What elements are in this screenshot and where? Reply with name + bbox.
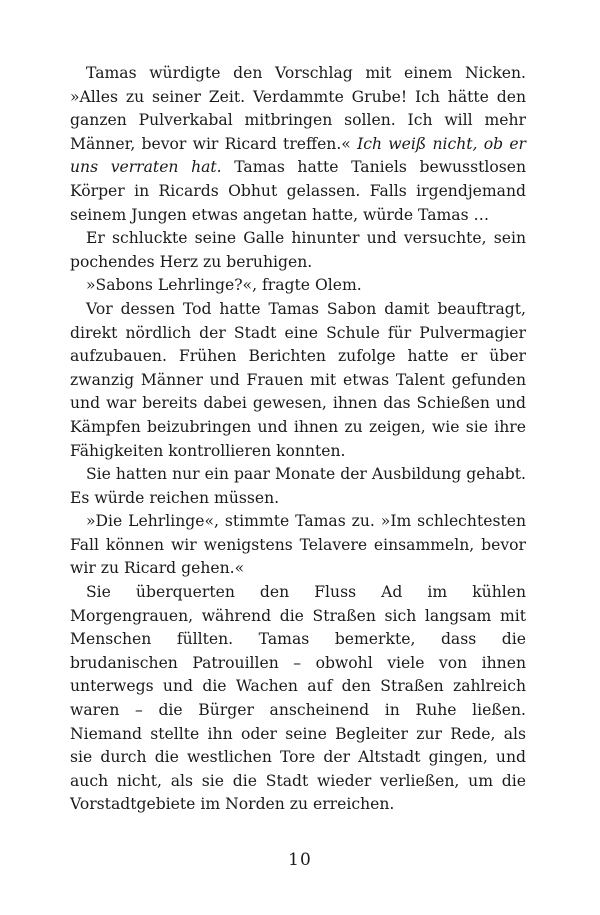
paragraph-1: [70, 62, 526, 227]
paragraph-6: »Die Lehrlinge«, stimmte Tamas zu. »Im schlechtesten Fall können wir wenigstens Telavere einsammeln, bevor wir zu Ricard gehen.«: [70, 512, 526, 578]
paragraph-4: Vor dessen Tod hatte Tamas Sabon damit beauftragt, direkt nördlich der Stadt eine Schule für Pulvermagier aufzubauen. Frühen Berichten zufolge hatte er über zwanzig Männer und Frauen mit etwas Talent gefunden und war bereits dabei gewesen, ihnen das Schießen und Kämpfen beizubringen und ihnen zu zeigen, wie sie ihre Fähigkeiten kontrollieren konnten.: [70, 299, 526, 460]
paragraph-3: »Sabons Lehrlinge?«, fragte Olem.: [86, 276, 362, 295]
paragraph-5: Sie hatten nur ein paar Monate der Ausbildung gehabt. Es würde reichen müssen.: [70, 465, 526, 507]
page-body: [70, 62, 526, 817]
page-number: 10: [288, 850, 312, 870]
paragraph-2: Er schluckte seine Galle hinunter und versuchte, sein pochendes Herz zu beruhigen.: [70, 229, 526, 271]
paragraph-7: Sie überquerten den Fluss Ad im kühlen Morgengrauen, während die Straßen sich langsam mit Menschen füllten. Tamas bemerkte, dass die brudanischen Patrouillen – obwohl viele von ihnen unterwegs und die Wachen auf den Straßen zahlreich waren – die Bürger anscheinend in Ruhe ließen. Niemand stellte ihn oder seine Begleiter zur Rede, als sie durch die westlichen Tore der Altstadt gingen, und auch nicht, als sie die Stadt wieder verließen, um die Vorstadtgebiete im Norden zu erreichen.: [70, 583, 526, 814]
paragraph-1-italic-thought: Ich weiß nicht, ob er uns verraten hat.: [70, 134, 527, 177]
paragraph-1-part-1: Tamas würdigte den Vorschlag mit einem Nicken. »Alles zu seiner Zeit. Verdammte Grube! Ich hätte den ganzen Pulverkabal mitbringen sollen. Ich will mehr Männer, bevor wir Ricard treffen.«: [70, 64, 526, 153]
paragraph-1-part-3: Tamas hatte Taniels bewusstlosen Körper in Ricards Obhut gelassen. Falls irgendjemand seinem Jungen etwas angetan hatte, würde Tamas …: [70, 158, 526, 224]
